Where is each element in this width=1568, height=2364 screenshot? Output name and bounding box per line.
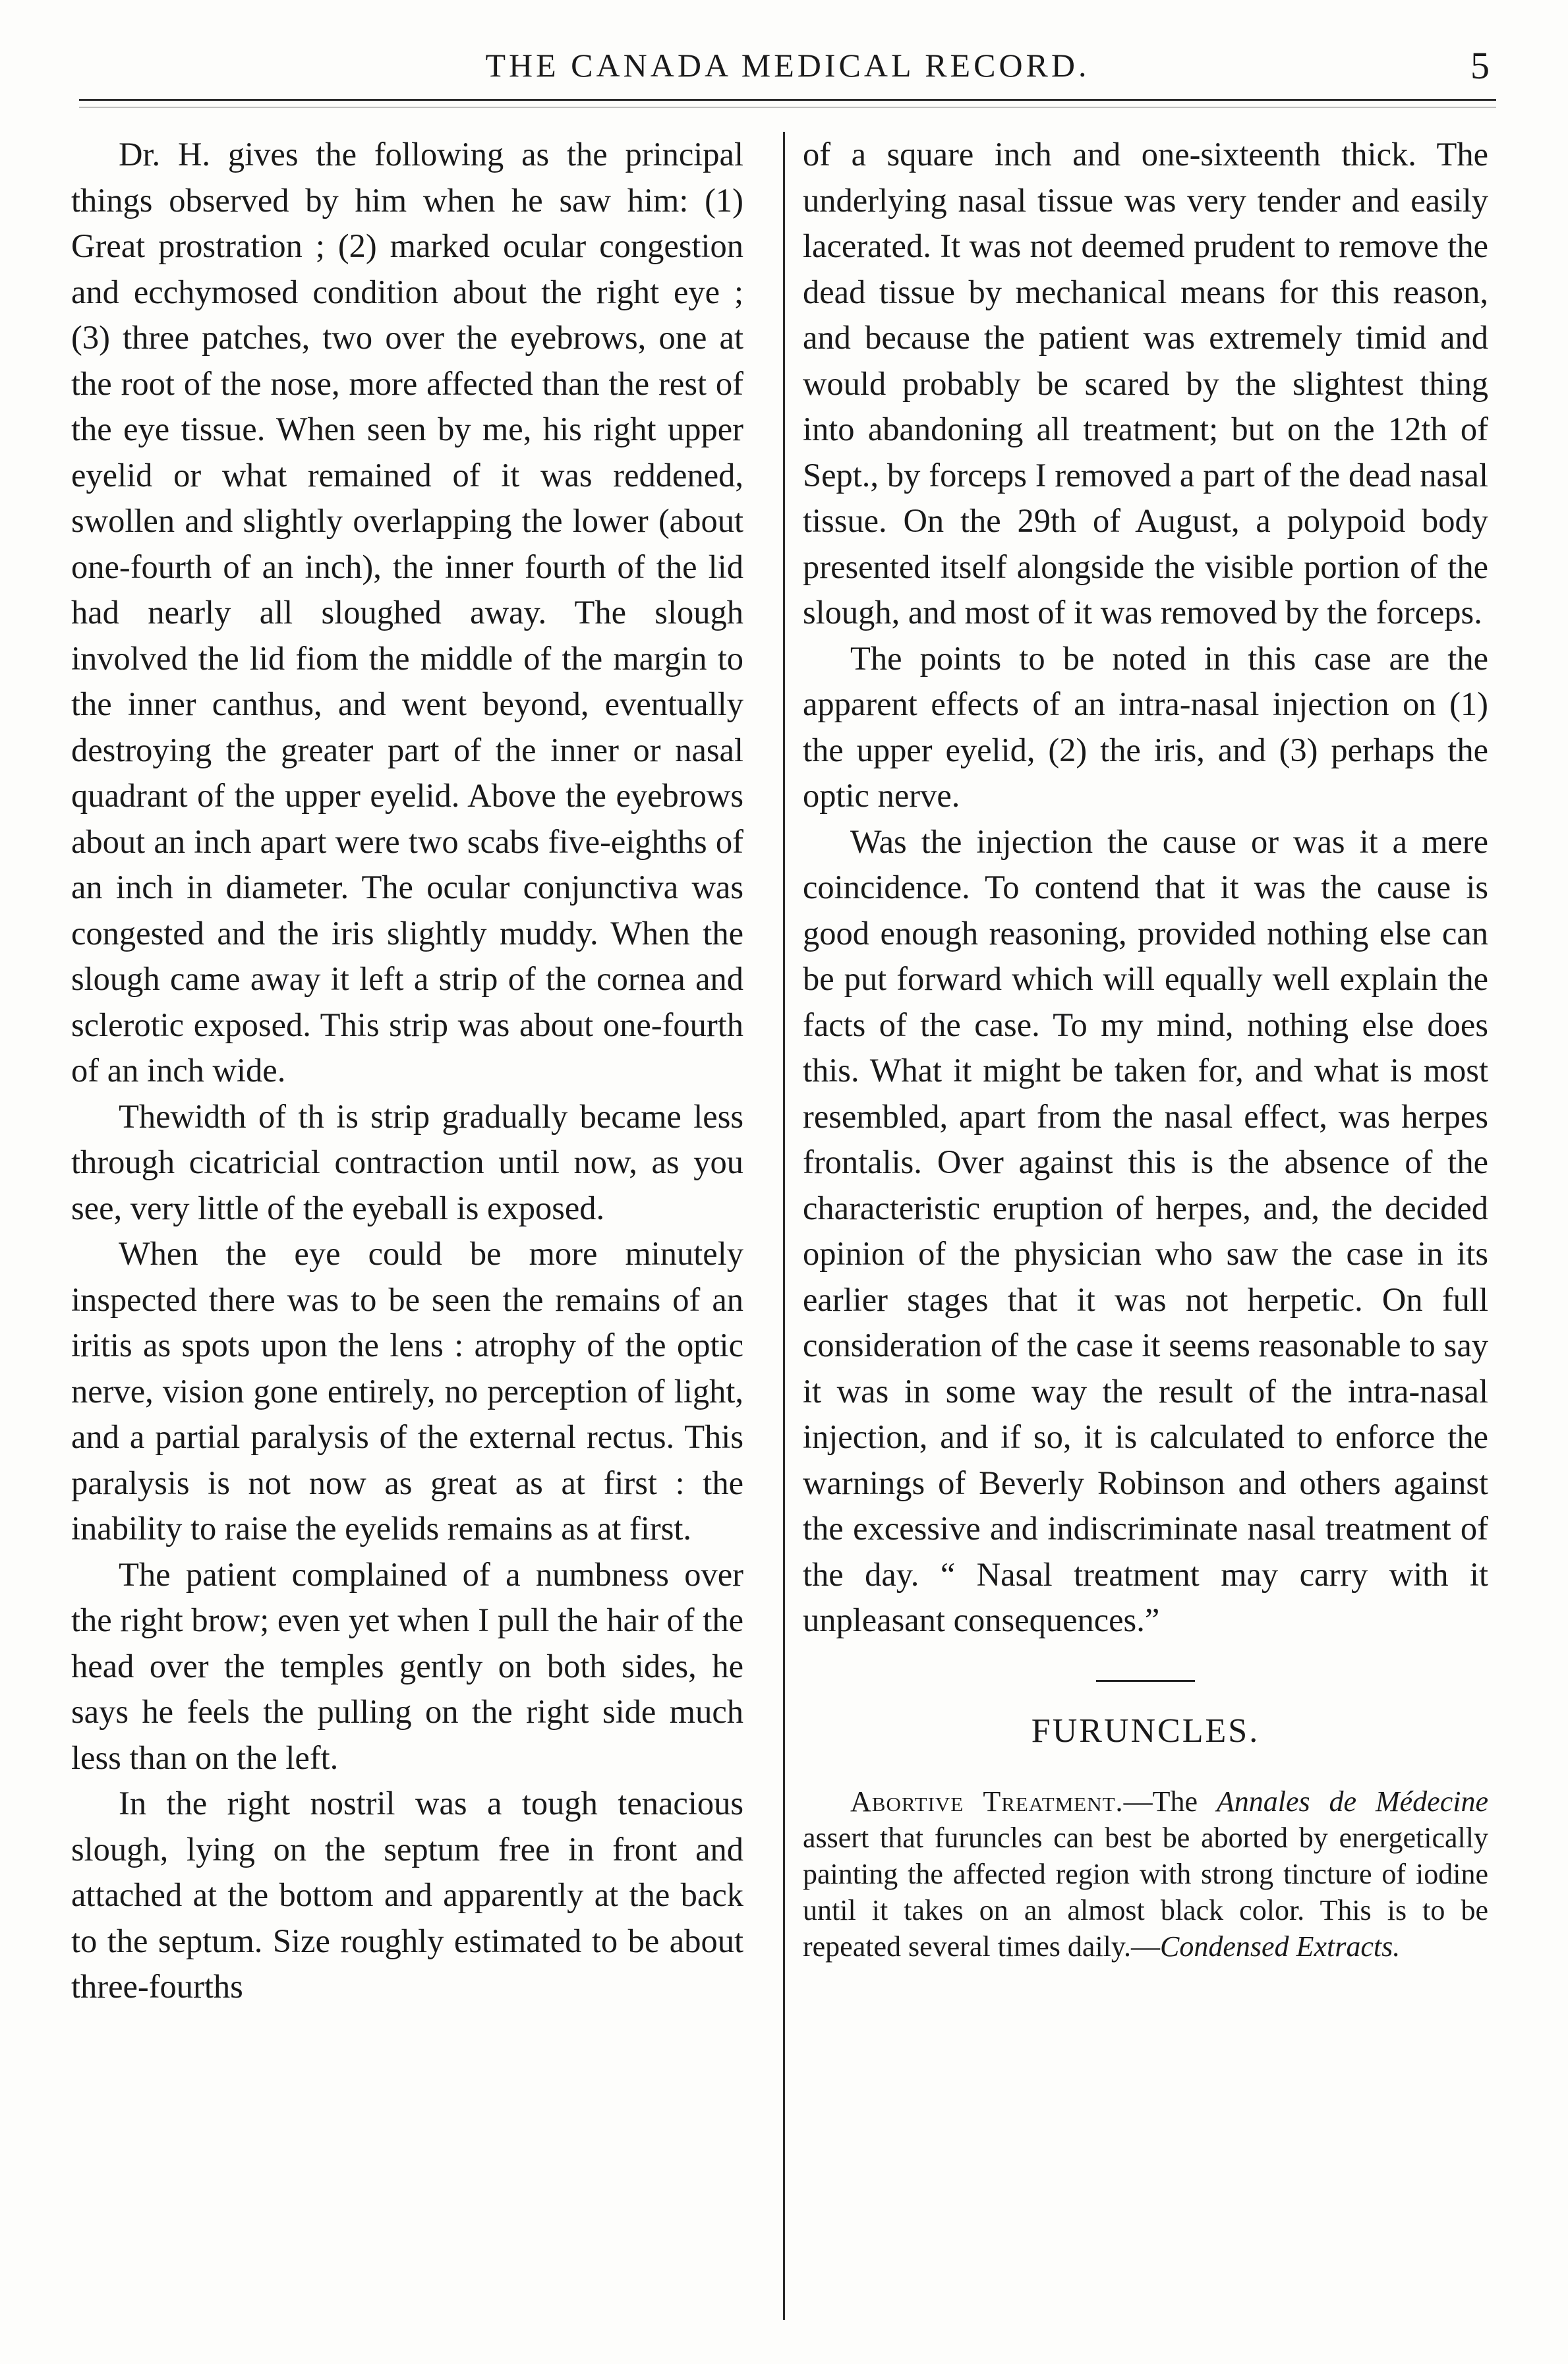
right-paragraph-2: The points to be noted in this case are the apparent effects of an intra-nasal injection on (1) the upper eyelid, (2) the iris, and (3) perhaps the optic nerve. bbox=[803, 639, 1488, 814]
running-head bbox=[79, 46, 1496, 99]
running-title: THE CANADA MEDICAL RECORD. bbox=[485, 47, 1090, 84]
furuncles-paragraph bbox=[803, 1783, 1488, 1965]
section-separator-rule bbox=[1096, 1680, 1195, 1682]
right-column bbox=[803, 132, 1488, 1965]
left-paragraph-1: Dr. H. gives the following as the principal things observed by him when he saw him: (1) Great prostration ; (2) marked ocular congestion and ecchymosed condition about the right eye ; (3) three patches, two over the eyebrows, one at the root of the nose, more affected than the rest of the eye tissue. When seen by me, his right upper eyelid or what remained of it was reddened, swollen and slightly overlapping the lower (about one-fourth of an inch), the inner fourth of the lid had nearly all sloughed away. The slough involved the lid fiom the middle of the margin to the inner canthus, and went beyond, eventually destroying the greater part of the inner or nasal quadrant of the upper eyelid. Above the eyebrows about an inch apart were two scabs five-eighths of an inch in diameter. The ocular conjunctiva was congested and the iris slightly muddy. When the slough came away it left a strip of the cornea and sclerotic exposed. This strip was about one-fourth of an inch wide. bbox=[71, 136, 743, 1089]
journal-title: Annales de Médecine bbox=[1216, 1785, 1488, 1818]
furuncles-text-2: assert that furuncles can best be aborted by energetically painting the affected region with strong tincture of iodine until it takes on an almost black color. This is to be repeated several times daily.— bbox=[803, 1821, 1488, 1963]
column-rule bbox=[783, 132, 785, 2320]
header-rule bbox=[79, 99, 1496, 101]
right-paragraph-3: Was the injection the cause or was it a mere coincidence. To contend that it was the cause is good enough reasoning, provided nothing else can be put forward which will equally well explain the facts of the case. To my mind, nothing else does this. What it might be taken for, and what is most resembled, apart from the nasal effect, was herpes frontalis. Over against this is the absence of the characteristic eruption of herpes, and, the decided opinion of the physician who saw the case in its earlier stages that it was not herpetic. On full consideration of the case it seems reasonable to say it was in some way the result of the intra-nasal injection, and if so, it is calculated to enforce the warnings of Beverly Robinson and others against the excessive and indiscriminate nasal treatment of the day. “ Nasal treatment may carry with it unpleasant consequences.” bbox=[803, 822, 1488, 1638]
left-column bbox=[71, 132, 743, 2010]
left-paragraph-4: The patient complained of a numbness over the right brow; even yet when I pull the hair of the head over the temples gently on both sides, he says he feels the pulling on the right side much less than on the left. bbox=[71, 1555, 743, 1776]
furuncles-lead: Abortive Treatment. bbox=[850, 1785, 1124, 1818]
left-paragraph-2: Thewidth of th is strip gradually became less through cicatricial contraction until now, as you see, very little of the eyeball is exposed. bbox=[71, 1097, 743, 1226]
source-citation: Condensed Extracts. bbox=[1160, 1930, 1401, 1963]
furuncles-text-1: —The bbox=[1123, 1785, 1217, 1818]
left-paragraph-3: When the eye could be more minutely inspected there was to be seen the remains of an iritis as spots upon the lens : atrophy of the optic nerve, vision gone entirely, no perception of light, and a partial paralysis of the external rectus. This paralysis is not now as great as at first : the inability to raise the eyelids remains as at first. bbox=[71, 1235, 743, 1547]
right-paragraph-1: of a square inch and one-sixteenth thick. The underlying nasal tissue was very tender and easily lacerated. It was not deemed prudent to remove the dead tissue by mechanical means for this reason, and because the patient was extremely timid and would probably be scared by the slightest thing into abandoning all treatment; but on the 12th of Sept., by forceps I removed a part of the dead nasal tissue. On the 29th of August, a polypoid body presented itself alongside the visible portion of the slough, and most of it was removed by the forceps. bbox=[803, 136, 1488, 631]
section-heading: FURUNCLES. bbox=[1031, 1712, 1260, 1750]
page-number: 5 bbox=[1470, 44, 1490, 87]
left-paragraph-5: In the right nostril was a tough tenacious slough, lying on the septum free in front and attached at the bottom and apparently at the back to the septum. Size roughly estimated to be about three-fourths bbox=[71, 1785, 743, 2005]
